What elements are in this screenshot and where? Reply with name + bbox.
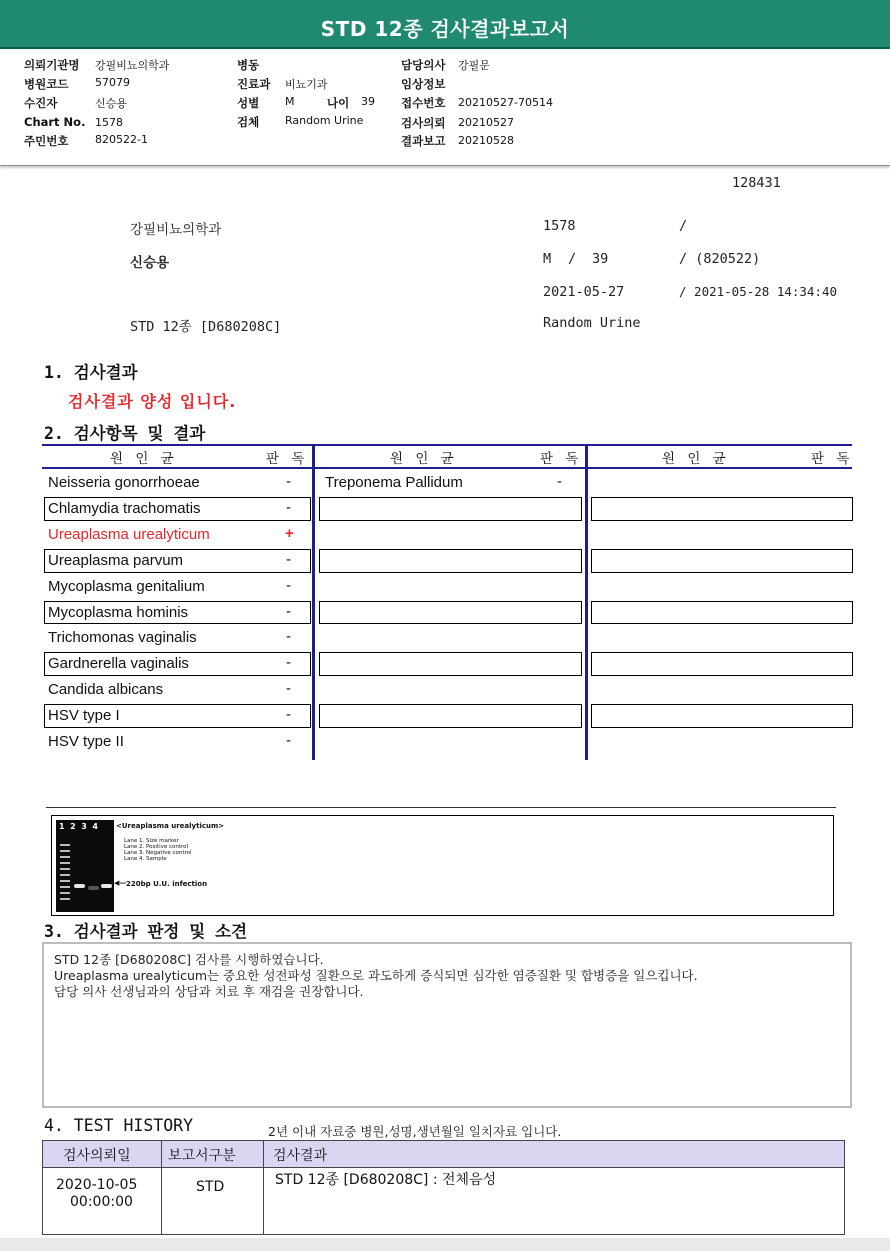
hospital-code-value: 57079 [95,76,130,89]
pathogen-name: Trichomonas vaginalis [48,629,197,647]
report-clinic: 강필비뇨의학과 [130,222,222,238]
clinical-label: 임상정보 [401,77,446,91]
history-header-result: 검사결과 [273,1148,328,1164]
remarks-text [54,952,839,1000]
dept-value: 비뇨기과 [285,78,328,91]
row-box-col2 [319,652,582,676]
row-box-col3 [591,704,853,728]
gel-band-lane4 [101,884,112,888]
age-label: 나이 [327,96,350,110]
doctor-value: 강필문 [458,59,490,72]
report-specimen: Random Urine [543,315,641,331]
remarks-line: STD 12종 [D680208C] 검사를 시행하였습니다. [54,952,324,967]
column-divider-2 [585,444,588,760]
col3-pathogen-header: 원 인 균 [662,451,730,467]
pathogen-result: - [286,706,291,724]
history-col-line [263,1141,264,1234]
result-summary: 검사결과 양성 입니다. [68,392,237,411]
gel-lane-numbers: 1 2 3 4 [59,822,98,831]
id-label: 주민번호 [24,134,69,148]
pathogen-result: - [286,498,291,516]
pathogen-name: Mycoplasma hominis [48,603,189,621]
specimen-value: Random Urine [285,114,364,127]
col2-judge-header: 판 독 [540,451,583,467]
dept-label: 진료과 [237,77,271,91]
section4-title: 4. TEST HISTORY [44,1116,194,1135]
pathogen-result: - [286,576,291,594]
page-footer-bar [0,1238,890,1251]
chart-label: Chart No. [24,115,86,129]
history-result: STD 12종 [D680208C] : 전체음성 [275,1172,497,1188]
row-box-col2 [319,497,582,521]
pathogen-result: - [557,473,562,490]
col1-judge-header: 판 독 [266,451,309,467]
report-test: STD 12종 [D680208C] [130,319,282,335]
column-divider-1 [312,444,315,760]
gel-legend [124,838,192,862]
row-box-col3 [591,601,853,625]
pathogen-result: - [286,654,291,672]
pathogen-name: Candida albicans [48,681,164,699]
table-top-line [42,444,852,446]
gel-image-panel [51,815,834,916]
history-date: 2020-10-05 [56,1177,138,1193]
pathogen-name: Gardnerella vaginalis [48,655,189,673]
pathogen-name: Treponema Pallidum [325,474,463,491]
report-number: 128431 [732,175,781,191]
pathogen-result: - [286,602,291,620]
gel-band-lane2 [74,884,85,888]
row-box-col3 [591,549,853,573]
specimen-label: 검체 [237,115,260,129]
report-birth: / (820522) [679,251,761,267]
pathogen-name: Ureaplasma parvum [48,551,184,569]
pathogen-name: Neisseria gonorrhoeae [48,474,200,491]
patient-label: 수진자 [24,96,58,110]
remarks-box [42,942,852,1108]
row-box-col2 [319,549,582,573]
age-value: 39 [361,95,375,108]
pathogen-result: - [286,550,291,568]
report-age: 39 [592,251,609,267]
patient-header [0,49,890,166]
report-slash: / [679,218,688,234]
gel-legend-item: Lane 2. Positive control [124,844,189,850]
report-chart: 1578 [543,218,576,234]
section3-title: 3. 검사결과 판정 및 소견 [44,922,248,941]
report-request-date: 2021-05-27 [543,284,625,300]
col2-pathogen-header: 원 인 균 [390,451,458,467]
row-box-col2 [319,704,582,728]
sex-label: 성별 [237,96,260,110]
row-box-col2 [319,601,582,625]
remarks-line: 담당 의사 선생님과의 상담과 치료 후 재검을 권장합니다. [54,984,364,999]
chart-value: 1578 [95,116,123,129]
gel-photo [56,820,114,912]
history-header-row [43,1141,844,1168]
pathogen-name: HSV type I [48,707,120,725]
report-label: 결과보고 [401,134,446,148]
doctor-label: 담당의사 [401,58,446,72]
section2-title: 2. 검사항목 및 결과 [44,424,206,443]
pathogen-result: - [286,732,291,749]
gel-divider [46,807,836,808]
history-type: STD [196,1179,225,1195]
gel-title: <Ureaplasma urealyticum> [116,822,225,830]
gel-band-lane3 [88,886,99,890]
gel-arrow-icon: ◀— [114,879,127,887]
history-col-line [161,1141,162,1234]
history-header-date: 검사의뢰일 [63,1148,131,1164]
report-sex-slash: / [568,251,577,267]
pathogen-name: Chlamydia trachomatis [48,499,201,517]
report-value: 20210528 [458,134,514,147]
report-sex: M [543,251,552,267]
request-label: 검사의뢰 [401,116,446,130]
receipt-value: 20210527-70514 [458,96,553,109]
pathogen-name: Ureaplasma urealyticum [48,525,210,543]
request-value: 20210527 [458,116,514,129]
pathogen-result: - [286,628,291,646]
gel-band-label: 220bp U.U. infection [126,880,208,888]
ward-label: 병동 [237,58,260,72]
gel-legend-item: Lane 1. Size marker [124,838,179,844]
pathogen-result: - [286,473,291,490]
history-time: 00:00:00 [70,1194,133,1210]
title-bar [0,0,890,49]
gel-legend-item: Lane 3. Negative control [124,850,192,856]
remarks-line: Ureaplasma urealyticum는 중요한 성전파성 질환으로 과도하게 증식되면 심각한 염증질환 및 합병증을 일으킵니다. [54,968,698,983]
report-patient: 신승용 [130,255,170,271]
col1-pathogen-header: 원 인 균 [110,451,178,467]
row-box-col3 [591,652,853,676]
pathogen-name: HSV type II [48,733,124,750]
institution-label: 의뢰기관명 [24,58,80,72]
patient-value: 신승용 [95,97,127,110]
institution-value: 강필비뇨의학과 [95,59,170,72]
page-title: STD 12종 검사결과보고서 [320,17,570,41]
sex-value: M [285,95,295,108]
col3-judge-header: 판 독 [811,451,854,467]
table-header-line [42,467,852,469]
hospital-code-label: 병원코드 [24,77,69,91]
pathogen-name: Mycoplasma genitalium [48,577,205,595]
receipt-label: 접수번호 [401,96,446,110]
gel-ladder [60,840,70,900]
id-value: 820522-1 [95,133,148,146]
pathogen-result: - [286,680,291,698]
gel-legend-item: Lane 4. Sample [124,856,167,862]
history-table [42,1140,845,1235]
report-datetime: / 2021-05-28 14:34:40 [679,284,838,299]
history-header-type: 보고서구분 [168,1148,236,1164]
history-note: 2년 이내 자료중 병원,성명,생년월일 일치자료 입니다. [268,1124,562,1139]
pathogen-result: + [285,524,294,542]
section1-title: 1. 검사결과 [44,363,138,382]
row-box-col3 [591,497,853,521]
